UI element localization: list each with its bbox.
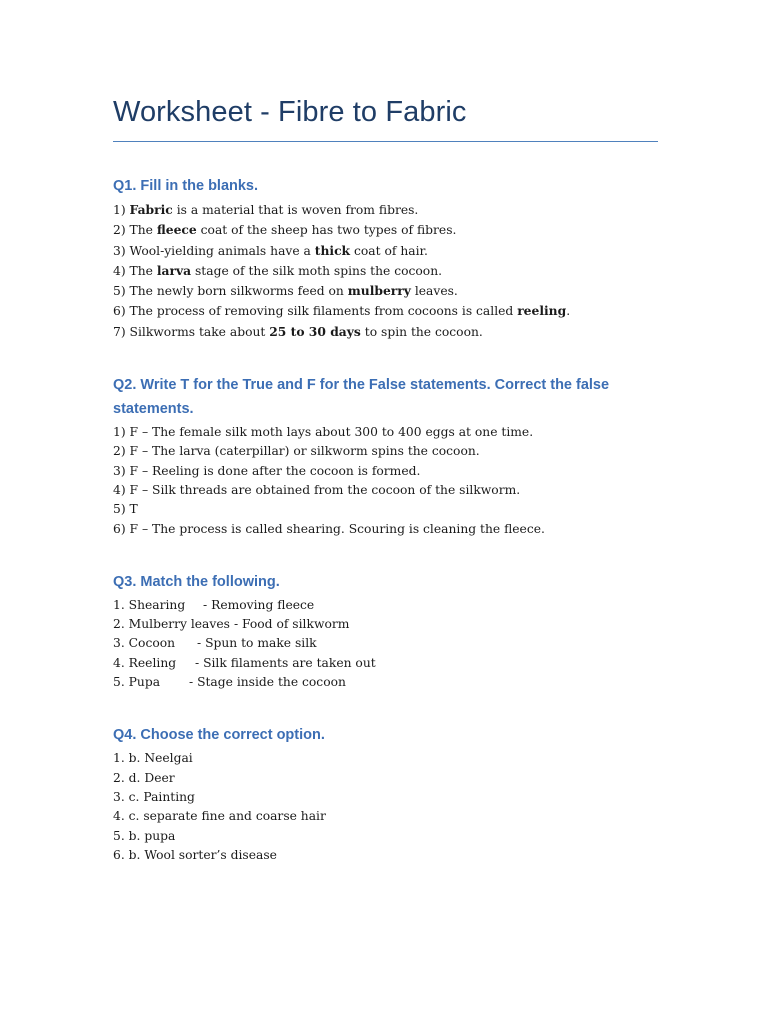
q4-answer-6: 6. b. Wool sorter’s disease bbox=[113, 847, 277, 862]
q2-answer-3: 3) F – Reeling is done after the cocoon is formed. bbox=[113, 463, 421, 478]
q3-match-4-answer: - Silk filaments are taken out bbox=[195, 655, 376, 670]
q2-answer-1: 1) F – The female silk moth lays about 300 to 400 eggs at one time. bbox=[113, 425, 534, 440]
q1-answer-6-pre: 6) The process of removing silk filaments from cocoons is called bbox=[113, 304, 518, 319]
q1-answer-4-blank: larva bbox=[156, 262, 192, 278]
q1-answer-5-post: leaves. bbox=[410, 284, 458, 299]
q3-match-4-term: 4. Reeling bbox=[113, 655, 177, 670]
q1-answer-1-pre: 1) bbox=[113, 203, 130, 217]
q3-matches bbox=[113, 596, 658, 692]
q2-heading-line-2: statements. bbox=[113, 401, 194, 418]
q1-answer-4-post: stage of the silk moth spins the cocoon. bbox=[191, 263, 443, 278]
q3-section bbox=[113, 570, 658, 692]
q3-heading: Q3. Match the following. bbox=[113, 573, 280, 590]
q1-answers bbox=[113, 200, 658, 342]
q3-match-2-term: 2. Mulberry leaves bbox=[113, 617, 230, 632]
q2-answer-5: 5) T bbox=[113, 502, 138, 517]
q1-answer-7-post: to spin the cocoon. bbox=[360, 324, 483, 339]
q1-answer-7-pre: 7) Silkworms take about bbox=[113, 324, 270, 339]
q1-answer-7-blank: 25 to 30 days bbox=[269, 323, 361, 339]
q2-section bbox=[113, 373, 658, 539]
q1-answer-5 bbox=[113, 281, 658, 301]
q2-heading bbox=[113, 373, 658, 421]
q4-answer-2: 2. d. Deer bbox=[113, 770, 175, 785]
q3-match-5-answer: - Stage inside the cocoon bbox=[189, 675, 346, 690]
q4-answer-4: 4. c. separate fine and coarse hair bbox=[113, 809, 326, 824]
q1-heading: Q1. Fill in the blanks. bbox=[113, 178, 259, 194]
q1-answer-4 bbox=[113, 261, 658, 281]
q4-answer-1: 1. b. Neelgai bbox=[113, 751, 193, 766]
q3-match-1-answer: - Removing fleece bbox=[203, 597, 315, 612]
q1-answer-2-post: coat of the sheep has two types of fibres. bbox=[196, 223, 457, 238]
q1-answer-3 bbox=[113, 241, 658, 261]
q4-answers bbox=[113, 749, 658, 865]
worksheet-page bbox=[113, 92, 658, 865]
q3-match-3-term: 3. Cocoon bbox=[113, 636, 176, 651]
q3-match-3-answer: - Spun to make silk bbox=[197, 636, 317, 651]
q1-answer-7 bbox=[113, 322, 658, 342]
q2-answers bbox=[113, 423, 658, 539]
q1-answer-2 bbox=[113, 220, 658, 240]
q2-answer-2: 2) F – The larva (caterpillar) or silkworm spins the cocoon. bbox=[113, 444, 480, 459]
q3-match-5-term: 5. Pupa bbox=[113, 675, 161, 690]
q1-answer-6-blank: reeling bbox=[517, 303, 567, 319]
q1-answer-5-pre: 5) The newly born silkworms feed on bbox=[113, 284, 348, 299]
q1-answer-1 bbox=[113, 200, 658, 220]
q4-answer-5: 5. b. pupa bbox=[113, 828, 176, 843]
document-title: Worksheet - Fibre to Fabric bbox=[113, 96, 467, 128]
q1-answer-5-blank: mulberry bbox=[347, 283, 411, 299]
q3-match-2 bbox=[113, 615, 658, 634]
q3-match-4 bbox=[113, 654, 658, 673]
q2-answer-6: 6) F – The process is called shearing. Scouring is cleaning the fleece. bbox=[113, 521, 545, 536]
q1-answer-3-blank: thick bbox=[314, 242, 351, 258]
q4-heading: Q4. Choose the correct option. bbox=[113, 727, 325, 744]
q1-answer-3-pre: 3) Wool-yielding animals have a bbox=[113, 243, 315, 258]
q1-answer-6 bbox=[113, 301, 658, 321]
q2-heading-line-1: Q2. Write T for the True and F for the False statements. Correct the false bbox=[113, 377, 610, 394]
q3-match-1-term: 1. Shearing bbox=[113, 597, 186, 612]
q4-section bbox=[113, 723, 658, 865]
q1-answer-6-post: . bbox=[566, 304, 571, 319]
q3-match-3 bbox=[113, 634, 658, 653]
q1-answer-2-pre: 2) The bbox=[113, 223, 157, 238]
q3-match-1 bbox=[113, 596, 658, 615]
title-underline bbox=[113, 141, 658, 142]
q3-match-2-answer: - Food of silkworm bbox=[233, 617, 350, 632]
q1-answer-4-pre: 4) The bbox=[113, 263, 157, 278]
q1-section bbox=[113, 174, 658, 342]
q1-answer-3-post: coat of hair. bbox=[350, 243, 428, 258]
q1-answer-1-blank: Fabric bbox=[129, 202, 173, 217]
q2-answer-4: 4) F – Silk threads are obtained from the cocoon of the silkworm. bbox=[113, 482, 521, 497]
q3-match-5 bbox=[113, 673, 658, 692]
q1-answer-1-post: is a material that is woven from fibres. bbox=[172, 203, 419, 217]
q1-answer-2-blank: fleece bbox=[156, 222, 197, 238]
q4-answer-3: 3. c. Painting bbox=[113, 789, 195, 804]
